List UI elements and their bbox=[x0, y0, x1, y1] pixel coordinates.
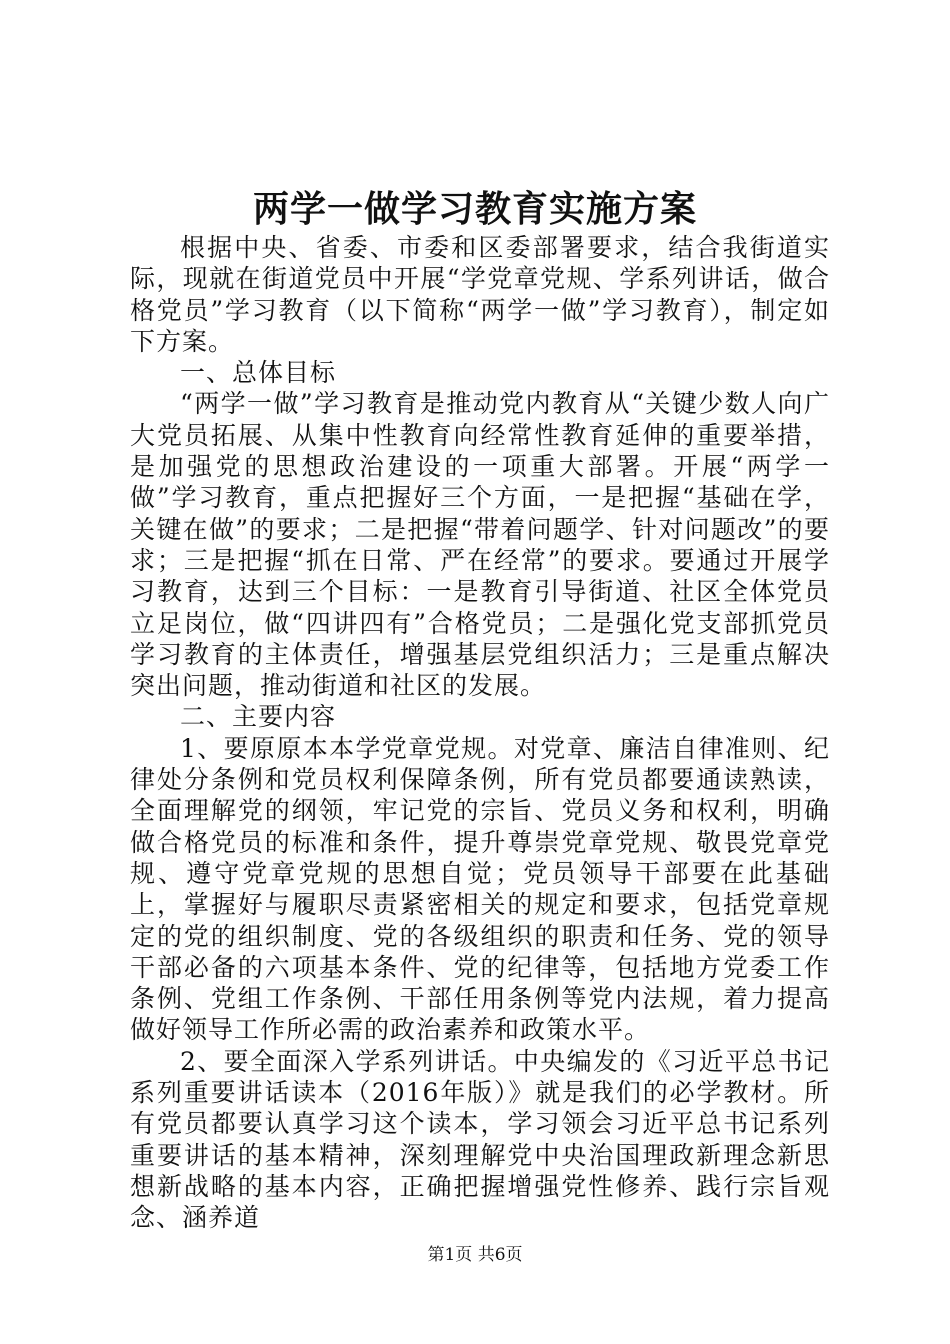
page-number-footer: 第1页 共6页 bbox=[427, 1245, 523, 1265]
document-body bbox=[130, 232, 830, 1234]
section-heading-goals: 一、总体目标 bbox=[180, 358, 337, 388]
intro-paragraph: 根据中央、省委、市委和区委部署要求，结合我街道实际，现就在街道党员中开展“学党章党规、学系列讲话，做合格党员”学习教育（以下简称“两学一做”学习教育），制定如下方案。 bbox=[130, 233, 830, 356]
content-item-2-paragraph: 2、要全面深入学系列讲话。中央编发的《习近平总书记系列重要讲话读本（2016年版）》就是我们的必学教材。所有党员都要认真学习这个读本，学习领会习近平总书记系列重要讲话的基本精神，深刻理解党中央治国理政新理念新思想新战略的基本内容，正确把握增强党性修养、践行宗旨观念、涵养道 bbox=[130, 1046, 830, 1233]
content-item-1-paragraph: 1、要原原本本学党章党规。对党章、廉洁自律准则、纪律处分条例和党员权利保障条例，所有党员都要通读熟读，全面理解党的纲领，牢记党的宗旨、党员义务和权利，明确做合格党员的标准和条件，提升尊崇党章党规、敬畏党章党规、遵守党章党规的思想自觉；党员领导干部要在此基础上，掌握好与履职尽责紧密相关的规定和要求，包括党章规定的党的组织制度、党的各级组织的职责和任务、党的领导干部必备的六项基本条件、党的纪律等，包括地方党委工作条例、党组工作条例、干部任用条例等党内法规，着力提高做好领导工作所必需的政治素养和政策水平。 bbox=[130, 733, 830, 1045]
document-title: 两学一做学习教育实施方案 bbox=[252, 188, 697, 230]
section-heading-content: 二、主要内容 bbox=[180, 702, 337, 732]
goals-paragraph: “两学一做”学习教育是推动党内教育从“关键少数人向广大党员拓展、从集中性教育向经常性教育延伸的重要举措，是加强党的思想政治建设的一项重大部署。开展“两学一做”学习教育，重点把握好三个方面，一是把握“基础在学，关键在做”的要求；二是把握“带着问题学、针对问题改”的要求；三是把握“抓在日常、严在经常”的要求。要通过开展学习教育，达到三个目标：一是教育引导街道、社区全体党员立足岗位，做“四讲四有”合格党员；二是强化党支部抓党员学习教育的主体责任，增强基层党组织活力；三是重点解决突出问题，推动街道和社区的发展。 bbox=[130, 389, 830, 701]
